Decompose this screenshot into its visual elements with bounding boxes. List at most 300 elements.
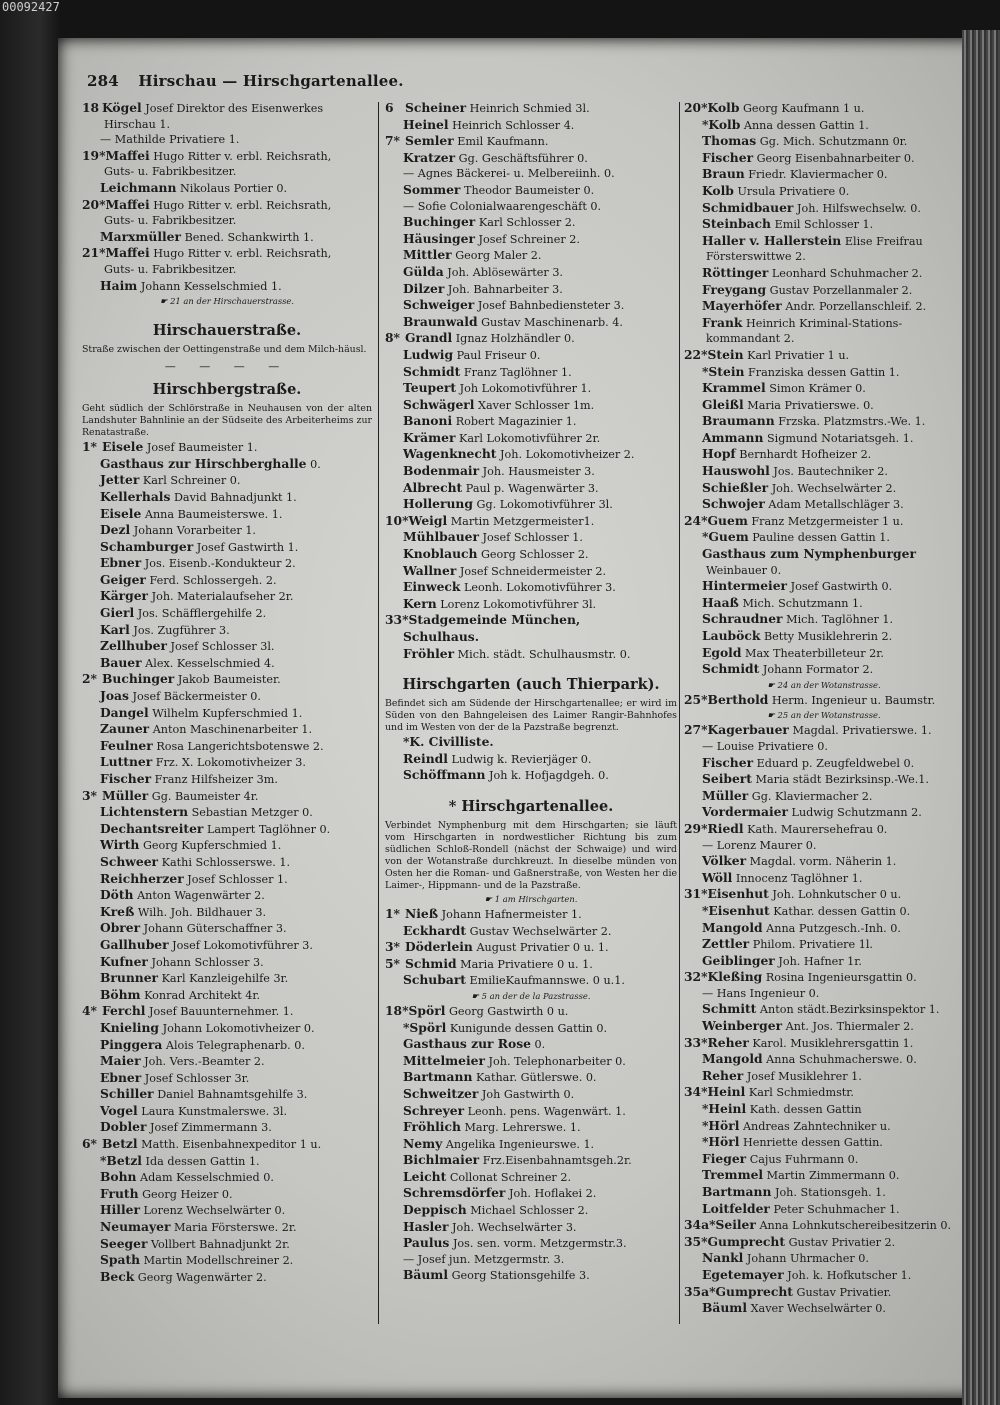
- entry-detail: Georg Kaufmann 1 u.: [743, 102, 865, 115]
- entry-name: Döderlein: [405, 939, 473, 955]
- entry-detail: Georg Maler 2.: [455, 249, 542, 263]
- directory-entry: [684, 986, 964, 1002]
- entry-detail: Martin Metzgermeister1.: [450, 514, 595, 528]
- entry-detail: Anton städt.Bezirksinspektor 1.: [759, 1003, 940, 1017]
- directory-entry: [684, 446, 964, 463]
- directory-entry: [385, 1202, 677, 1219]
- directory-entry: [82, 522, 372, 539]
- entry-name: Steinbach: [702, 216, 771, 232]
- house-number: 34*: [684, 1084, 708, 1100]
- entry-detail: Gustav Privatier.: [796, 1285, 892, 1299]
- entry-name: Spath: [100, 1252, 141, 1268]
- entry-continuation: kommandant 2.: [706, 332, 795, 346]
- entry-name: Grandl: [405, 330, 453, 346]
- entry-detail: Hugo Ritter v. erbl. Reichsrath,: [153, 149, 332, 163]
- directory-entry: [385, 579, 677, 596]
- entry-name: Einweck: [403, 579, 461, 595]
- entry-name: Leicht: [403, 1168, 447, 1184]
- entry-detail: Josef Baumeister 1.: [146, 441, 258, 455]
- entry-detail: Karl Schreiner 0.: [142, 474, 241, 488]
- spacer: [385, 662, 677, 668]
- directory-entry: [684, 150, 964, 167]
- directory-entry: [385, 496, 677, 513]
- directory-entry: [385, 906, 677, 923]
- entry-detail: Andr. Porzellanschleif. 2.: [785, 300, 927, 314]
- directory-entry: [82, 555, 372, 572]
- entry-name: Wirth: [100, 837, 140, 853]
- entry-detail: Ludwig Schutzmann 2.: [791, 806, 922, 820]
- entry-name: Eisele: [100, 505, 142, 521]
- directory-entry: [684, 1134, 964, 1151]
- entry-name: Lauböck: [702, 628, 761, 643]
- entry-name: *Spörl: [403, 1019, 447, 1035]
- directory-entry: [684, 1217, 964, 1234]
- entry-detail: Josef Schlosser 3l.: [170, 640, 275, 654]
- entry-name: Schweiger: [403, 297, 475, 313]
- entry-detail: Gustav Maschinenarb. 4.: [481, 315, 623, 329]
- entry-name: Kleßing: [707, 969, 763, 985]
- column-rule: [378, 102, 379, 1324]
- directory-entry: [385, 330, 677, 347]
- entry-detail: Lorenz Lokomotivführer 3l.: [440, 597, 597, 611]
- directory-entry: [385, 281, 677, 298]
- entry-continuation: Weinbauer 0.: [706, 563, 782, 577]
- entry-name: Knoblauch: [403, 546, 478, 562]
- house-number: 33*: [684, 1034, 708, 1050]
- entry-detail: Adam Kesselschmied 0.: [140, 1171, 274, 1185]
- entry-name: Lichtenstern: [100, 804, 189, 820]
- entry-detail: Joh Gastwirth 0.: [481, 1087, 575, 1101]
- entry-detail: Jos. Schäfflergehilfe 2.: [137, 607, 267, 621]
- directory-entry: [385, 1086, 677, 1103]
- entry-detail: Maria Privatiere 0 u. 1.: [460, 957, 593, 971]
- directory-entry: [684, 117, 964, 134]
- directory-entry: [385, 646, 677, 663]
- entry-continuation: Försterswittwe 2.: [706, 250, 806, 264]
- directory-entry: [385, 430, 677, 447]
- directory-entry: [82, 100, 372, 117]
- column-1: [82, 100, 372, 1285]
- entry-name: Ebner: [100, 1069, 142, 1085]
- entry-name: Nankl: [702, 1250, 744, 1266]
- entry-detail: Gg. Baumeister 4r.: [151, 789, 259, 803]
- entry-name: Frank: [702, 314, 743, 330]
- page-title: Hirschau — Hirschgartenallee.: [138, 72, 404, 90]
- entry-detail: Anna Baumeisterswe. 1.: [144, 507, 283, 521]
- directory-entry: [385, 923, 677, 940]
- entry-name: Bodenmair: [403, 463, 480, 479]
- entry-name: Maffei: [105, 196, 150, 212]
- directory-entry: [684, 853, 964, 870]
- directory-entry: [684, 529, 964, 546]
- directory-entry: [385, 629, 677, 646]
- directory-entry: [684, 265, 964, 282]
- entry-detail: Paul p. Wagenwärter 3.: [465, 481, 599, 495]
- entry-name: Heinel: [403, 116, 449, 132]
- directory-entry: [385, 264, 677, 281]
- entry-name: Bartmann: [702, 1184, 772, 1199]
- entry-name: Vordermaier: [702, 804, 788, 820]
- entry-detail: Heinrich Kriminal-Stations-: [745, 316, 903, 330]
- directory-entry: [82, 788, 372, 805]
- entry-name: Fröhler: [403, 645, 455, 661]
- entry-name: Ludwig: [403, 346, 454, 362]
- entry-name: Luttner: [100, 754, 153, 770]
- house-number: 3*: [82, 787, 97, 803]
- entry-name: Schwojer: [702, 496, 765, 512]
- entry-detail: Peter Schuhmacher 1.: [773, 1202, 900, 1216]
- directory-entry: [82, 605, 372, 622]
- entry-detail: — Hans Ingenieur 0.: [702, 986, 820, 1000]
- directory-entry: [684, 166, 964, 183]
- entry-name: Eckhardt: [403, 922, 467, 938]
- house-number: 20*: [684, 100, 708, 115]
- directory-entry: [82, 1037, 372, 1054]
- directory-entry: [684, 804, 964, 821]
- entry-detail: Johann Schlosser 3.: [151, 955, 264, 969]
- entry-detail: Georg Stationsgehilfe 3.: [451, 1269, 590, 1283]
- street-description: Verbindet Nymphenburg mit dem Hirschgarten; sie läuft vom Hirschgarten in nordwestlicher Richtung bis zum südlichen Schloß-Rondell (nächst der Schwaige) und wird von der Wotanstraße durchkreuzt. In dieselbe münden von Osten her die Roman- und Gaßnerstraße, von Westen her die Laimer-, Hippmann- und de la Pazstraße.: [385, 819, 677, 891]
- directory-entry: [385, 214, 677, 231]
- entry-name: Pinggera: [100, 1036, 163, 1052]
- directory-entry: [82, 1169, 372, 1186]
- entry-detail: Magdal. vorm. Näherin 1.: [749, 855, 897, 869]
- directory-entry: [82, 1269, 372, 1286]
- directory-entry: [684, 611, 964, 628]
- entry-detail: Kath. Maurersehefrau 0.: [747, 822, 888, 836]
- entry-detail: Frz.Eisenbahnamtsgeh.2r.: [482, 1154, 632, 1168]
- directory-entry: [82, 688, 372, 705]
- directory-entry: [684, 838, 964, 854]
- entry-name: *Kolb: [702, 116, 741, 132]
- directory-entry: [82, 197, 372, 214]
- entry-detail: Leonhard Schuhmacher 2.: [771, 266, 923, 280]
- entry-name: Schwägerl: [403, 396, 475, 412]
- entry-detail: Karol. Musiklehrersgattin 1.: [752, 1036, 914, 1050]
- entry-detail: Georg Eisenbahnarbeiter 0.: [756, 151, 915, 165]
- entry-detail: Jos. sen. vorm. Metzgermstr.3.: [452, 1237, 627, 1251]
- entry-detail: Joh. Hilfswechselw. 0.: [796, 201, 921, 215]
- entry-name: Haller v. Hallerstein: [702, 232, 842, 248]
- entry-detail: Josef Gastwirth 1.: [196, 540, 299, 554]
- house-number: 35a*: [684, 1283, 716, 1299]
- entry-name: Mittler: [403, 247, 452, 263]
- entry-name: Zettler: [702, 936, 750, 952]
- entry-name: *Hörl: [702, 1134, 740, 1150]
- entry-detail: Herm. Ingenieur u. Baumstr.: [771, 693, 936, 707]
- house-number: 8*: [385, 330, 400, 346]
- entry-name: Fruth: [100, 1185, 139, 1201]
- directory-entry: [684, 364, 964, 381]
- street-heading: Hirschauerstraße.: [152, 322, 302, 340]
- directory-entry: [385, 767, 677, 784]
- directory-entry: [82, 705, 372, 722]
- directory-entry: [82, 148, 372, 165]
- directory-entry: [684, 430, 964, 447]
- entry-detail: Kathar. dessen Gattin 0.: [773, 904, 911, 918]
- entry-detail: Maria städt Bezirksinsp.-We.1.: [755, 773, 929, 787]
- directory-entry: [82, 655, 372, 672]
- entry-name: *Stein: [702, 363, 745, 379]
- column-rule: [679, 102, 680, 1324]
- house-number: 20*: [82, 196, 106, 212]
- entry-name: Geiger: [100, 571, 146, 587]
- directory-entry: [684, 282, 964, 299]
- entry-detail: Martin Modellschreiner 2.: [143, 1254, 294, 1268]
- directory-entry: [385, 1235, 677, 1252]
- house-number: 32*: [684, 969, 708, 985]
- entry-detail: Georg Kupferschmied 1.: [142, 839, 282, 853]
- entry-name: Mangold: [702, 919, 763, 935]
- entry-detail: Henriette dessen Gattin.: [742, 1136, 883, 1150]
- entry-name: Guem: [707, 512, 748, 528]
- entry-name: Geiblinger: [702, 952, 775, 968]
- entry-detail: Paul Friseur 0.: [456, 348, 541, 362]
- entry-name: Schraudner: [702, 611, 783, 627]
- directory-entry: [82, 180, 372, 197]
- entry-detail: Anna Lohnkutschereibesitzerin 0.: [759, 1219, 952, 1233]
- directory-entry: [82, 1119, 372, 1136]
- entry-name: Kögel: [102, 100, 142, 115]
- directory-entry: [684, 1184, 964, 1201]
- entry-name: *K. Civilliste.: [403, 734, 494, 750]
- entry-detail: Jos. Bautechniker 2.: [773, 465, 888, 479]
- entry-name: *Hörl: [702, 1117, 740, 1133]
- entry-name: Dobler: [100, 1119, 147, 1135]
- entry-name: Müller: [702, 787, 749, 803]
- directory-entry: [684, 722, 964, 739]
- directory-entry: [385, 546, 677, 563]
- entry-detail: Josef Schlosser 3r.: [144, 1071, 250, 1085]
- entry-name: Joas: [100, 688, 129, 704]
- entry-name: Seeger: [100, 1235, 148, 1251]
- street-heading: * Hirschgartenallee.: [448, 797, 614, 815]
- entry-detail: Karl Kanzleigehilfe 3r.: [161, 972, 289, 986]
- page-number: 284: [87, 72, 119, 90]
- entry-name: Schubart: [403, 972, 466, 988]
- street-description: Straße zwischen der Oettingenstraße und dem Milch-häusl.: [82, 344, 367, 356]
- entry-name: Reher: [702, 1067, 744, 1083]
- directory-entry: [684, 100, 964, 117]
- entry-name: Dezl: [100, 522, 131, 538]
- entry-detail: Hugo Ritter v. erbl. Reichsrath,: [153, 198, 332, 212]
- entry-name: Schmidt: [702, 661, 760, 677]
- directory-entry: [82, 987, 372, 1004]
- house-number: 34a*: [684, 1217, 716, 1233]
- entry-name: Knieling: [100, 1019, 160, 1035]
- directory-entry: [684, 1167, 964, 1184]
- entry-name: Riedl: [707, 820, 744, 836]
- entry-name: Hopf: [702, 446, 736, 462]
- entry-detail: EmilieKaufmannswe. 0 u.1.: [469, 974, 625, 988]
- house-number: 18*: [385, 1002, 409, 1018]
- entry-name: Kreß: [100, 903, 135, 919]
- entry-detail: Gg. Lokomotivführer 3l.: [476, 498, 613, 512]
- entry-name: Gasthaus zur Hirschberghalle: [100, 455, 307, 471]
- entry-name: Kern: [403, 595, 437, 611]
- directory-entry: [684, 628, 964, 645]
- directory-entry: [684, 200, 964, 217]
- entry-name: Döth: [100, 887, 134, 903]
- entry-name: Hasler: [403, 1218, 449, 1234]
- entry-detail: Johann Hafnermeister 1.: [441, 907, 582, 921]
- entry-name: Schulhaus.: [403, 629, 479, 644]
- entry-detail: Karl Lokomotivführer 2r.: [459, 431, 601, 445]
- directory-entry: [82, 1252, 372, 1269]
- entry-name: Wöll: [702, 869, 733, 885]
- house-number: 6*: [82, 1136, 97, 1152]
- entry-name: Beck: [100, 1268, 135, 1284]
- entry-name: Jetter: [100, 472, 140, 488]
- entry-name: Weinberger: [702, 1018, 783, 1034]
- entry-name: Fieger: [702, 1150, 747, 1166]
- directory-entry: [385, 314, 677, 331]
- entry-name: Brunner: [100, 970, 158, 986]
- entry-detail: Karl Schmiedmstr.: [748, 1086, 854, 1100]
- entry-detail: Emil Kaufmann.: [457, 135, 549, 149]
- directory-entry: [385, 100, 677, 117]
- entry-name: Krämer: [403, 429, 456, 445]
- house-number: 7*: [385, 133, 400, 149]
- entry-name: Kagerbauer: [707, 722, 789, 738]
- entry-name: Schießler: [702, 479, 769, 495]
- entry-name: Maier: [100, 1053, 141, 1069]
- directory-entry: [385, 347, 677, 364]
- entry-detail: Gustav Porzellanmaler 2.: [769, 283, 913, 297]
- entry-name: Wagenknecht: [403, 446, 497, 462]
- entry-detail: Josef Musiklehrer 1.: [746, 1069, 862, 1083]
- directory-entry: [82, 738, 372, 755]
- entry-name: Tremmel: [702, 1167, 764, 1183]
- directory-entry: [82, 1103, 372, 1120]
- entry-detail: Philom. Privatiere 1l.: [752, 938, 873, 952]
- entry-name: Reher: [707, 1034, 749, 1050]
- entry-name: Röttinger: [702, 264, 769, 280]
- entry-name: Reichherzer: [100, 870, 184, 886]
- directory-entry: [385, 117, 677, 134]
- directory-entry: [684, 347, 964, 364]
- entry-name: Kufner: [100, 953, 148, 969]
- entry-name: Hiller: [100, 1202, 140, 1218]
- entry-name: Ferchl: [102, 1003, 146, 1019]
- directory-entry: [82, 506, 372, 523]
- entry-detail: Josef Direktor des Eisenwerkes: [145, 102, 324, 115]
- directory-entry: [82, 1136, 372, 1153]
- entry-name: *Eisenhut: [702, 902, 770, 918]
- directory-entry: [82, 278, 372, 295]
- directory-entry: [82, 229, 372, 246]
- directory-entry: [385, 956, 677, 973]
- entry-detail: Daniel Bahnamtsgehilfe 3.: [157, 1088, 308, 1102]
- entry-detail: Johann Kesselschmied 1.: [140, 279, 282, 293]
- directory-entry: [684, 1234, 964, 1251]
- house-number: 24*: [684, 512, 708, 528]
- directory-entry: [385, 1185, 677, 1202]
- entry-detail: Frzska. Platzmstrs.-We. 1.: [778, 415, 926, 429]
- entry-detail: Bened. Schankwirth 1.: [184, 230, 314, 244]
- entry-name: Schmidt: [403, 363, 461, 379]
- entry-name: Schweitzer: [403, 1085, 479, 1101]
- entry-name: Wallner: [403, 562, 457, 578]
- column-3: [684, 100, 964, 1317]
- directory-entry: [82, 1202, 372, 1219]
- house-number: 27*: [684, 722, 708, 738]
- directory-entry: [385, 1252, 677, 1268]
- entry-detail: Sigmund Notariatsgeh. 1.: [766, 431, 914, 445]
- entry-name: Mühlbauer: [403, 529, 479, 545]
- entry-name: Gasthaus zum Nymphenburger: [702, 546, 916, 562]
- directory-entry: [385, 247, 677, 264]
- street-description: Geht südlich der Schlörstraße in Neuhausen von der alten Landshuter Bahnlinie an der Südseite des Arbeiterheims zur Renatastraße.: [82, 403, 372, 439]
- entry-name: Zellhuber: [100, 638, 167, 654]
- house-number: 35*: [684, 1233, 708, 1249]
- entry-detail: Kathar. Gütlerswe. 0.: [475, 1071, 597, 1085]
- house-number: 2*: [82, 671, 97, 687]
- entry-detail: Pauline dessen Gattin 1.: [752, 531, 890, 545]
- entry-detail: Johann Vorarbeiter 1.: [133, 524, 256, 538]
- entry-detail: Gg. Klaviermacher 2.: [751, 789, 873, 803]
- directory-entry: [82, 539, 372, 556]
- entry-name: Thomas: [702, 133, 757, 149]
- entry-detail: Josef Schneidermeister 2.: [459, 564, 607, 578]
- directory-entry: [684, 546, 964, 563]
- directory-entry: [684, 133, 964, 150]
- entry-detail: Laura Kunstmalerswe. 3l.: [141, 1104, 288, 1118]
- directory-entry: [82, 804, 372, 821]
- entry-detail: Ludwig k. Revierjäger 0.: [451, 752, 592, 766]
- directory-entry: [684, 771, 964, 788]
- entry-name: Seibert: [702, 771, 752, 787]
- directory-entry: [684, 298, 964, 315]
- entry-name: Gasthaus zur Rose: [403, 1036, 531, 1052]
- entry-name: Bäuml: [403, 1267, 448, 1283]
- entry-name: Berthold: [707, 691, 769, 707]
- entry-name: Nemy: [403, 1135, 443, 1151]
- directory-entry: [684, 216, 964, 233]
- page-header: [87, 72, 404, 90]
- entry-detail: — Louise Privatiere 0.: [702, 739, 828, 753]
- entry-detail: Heinrich Schmied 3l.: [469, 102, 590, 115]
- directory-entry: [684, 903, 964, 920]
- entry-detail: Franziska dessen Gattin 1.: [748, 365, 900, 379]
- entry-name: Fröhlich: [403, 1119, 461, 1135]
- directory-entry: [385, 150, 677, 167]
- house-number: 10*: [385, 512, 409, 528]
- directory-entry: [385, 397, 677, 414]
- entry-detail: Angelika Ingenieurswe. 1.: [445, 1137, 595, 1151]
- directory-entry: [385, 133, 677, 150]
- entry-name: Schreyer: [403, 1102, 465, 1118]
- entry-detail: Ferd. Schlossergeh. 2.: [149, 573, 277, 587]
- house-number: 33*: [385, 612, 409, 628]
- entry-detail: Johann Lokomotivheizer 0.: [162, 1021, 315, 1035]
- entry-name: Braumann: [702, 413, 775, 429]
- entry-name: Semler: [405, 133, 454, 149]
- entry-detail: Elise Freifrau: [844, 234, 923, 248]
- directory-entry: [684, 1068, 964, 1085]
- directory-entry: [82, 1086, 372, 1103]
- entry-name: Egetemayer: [702, 1266, 784, 1282]
- entry-detail: Jos. Eisenb.-Kondukteur 2.: [144, 557, 296, 571]
- entry-name: Maffei: [105, 147, 150, 163]
- entry-detail: 0.: [310, 457, 321, 471]
- directory-entry: [684, 692, 964, 709]
- entry-name: Scheiner: [405, 100, 467, 115]
- entry-detail: Friedr. Klaviermacher 0.: [748, 168, 888, 182]
- entry-detail: Karl Schlosser 2.: [478, 216, 576, 230]
- directory-entry: [82, 854, 372, 871]
- entry-name: Haaß: [702, 594, 739, 610]
